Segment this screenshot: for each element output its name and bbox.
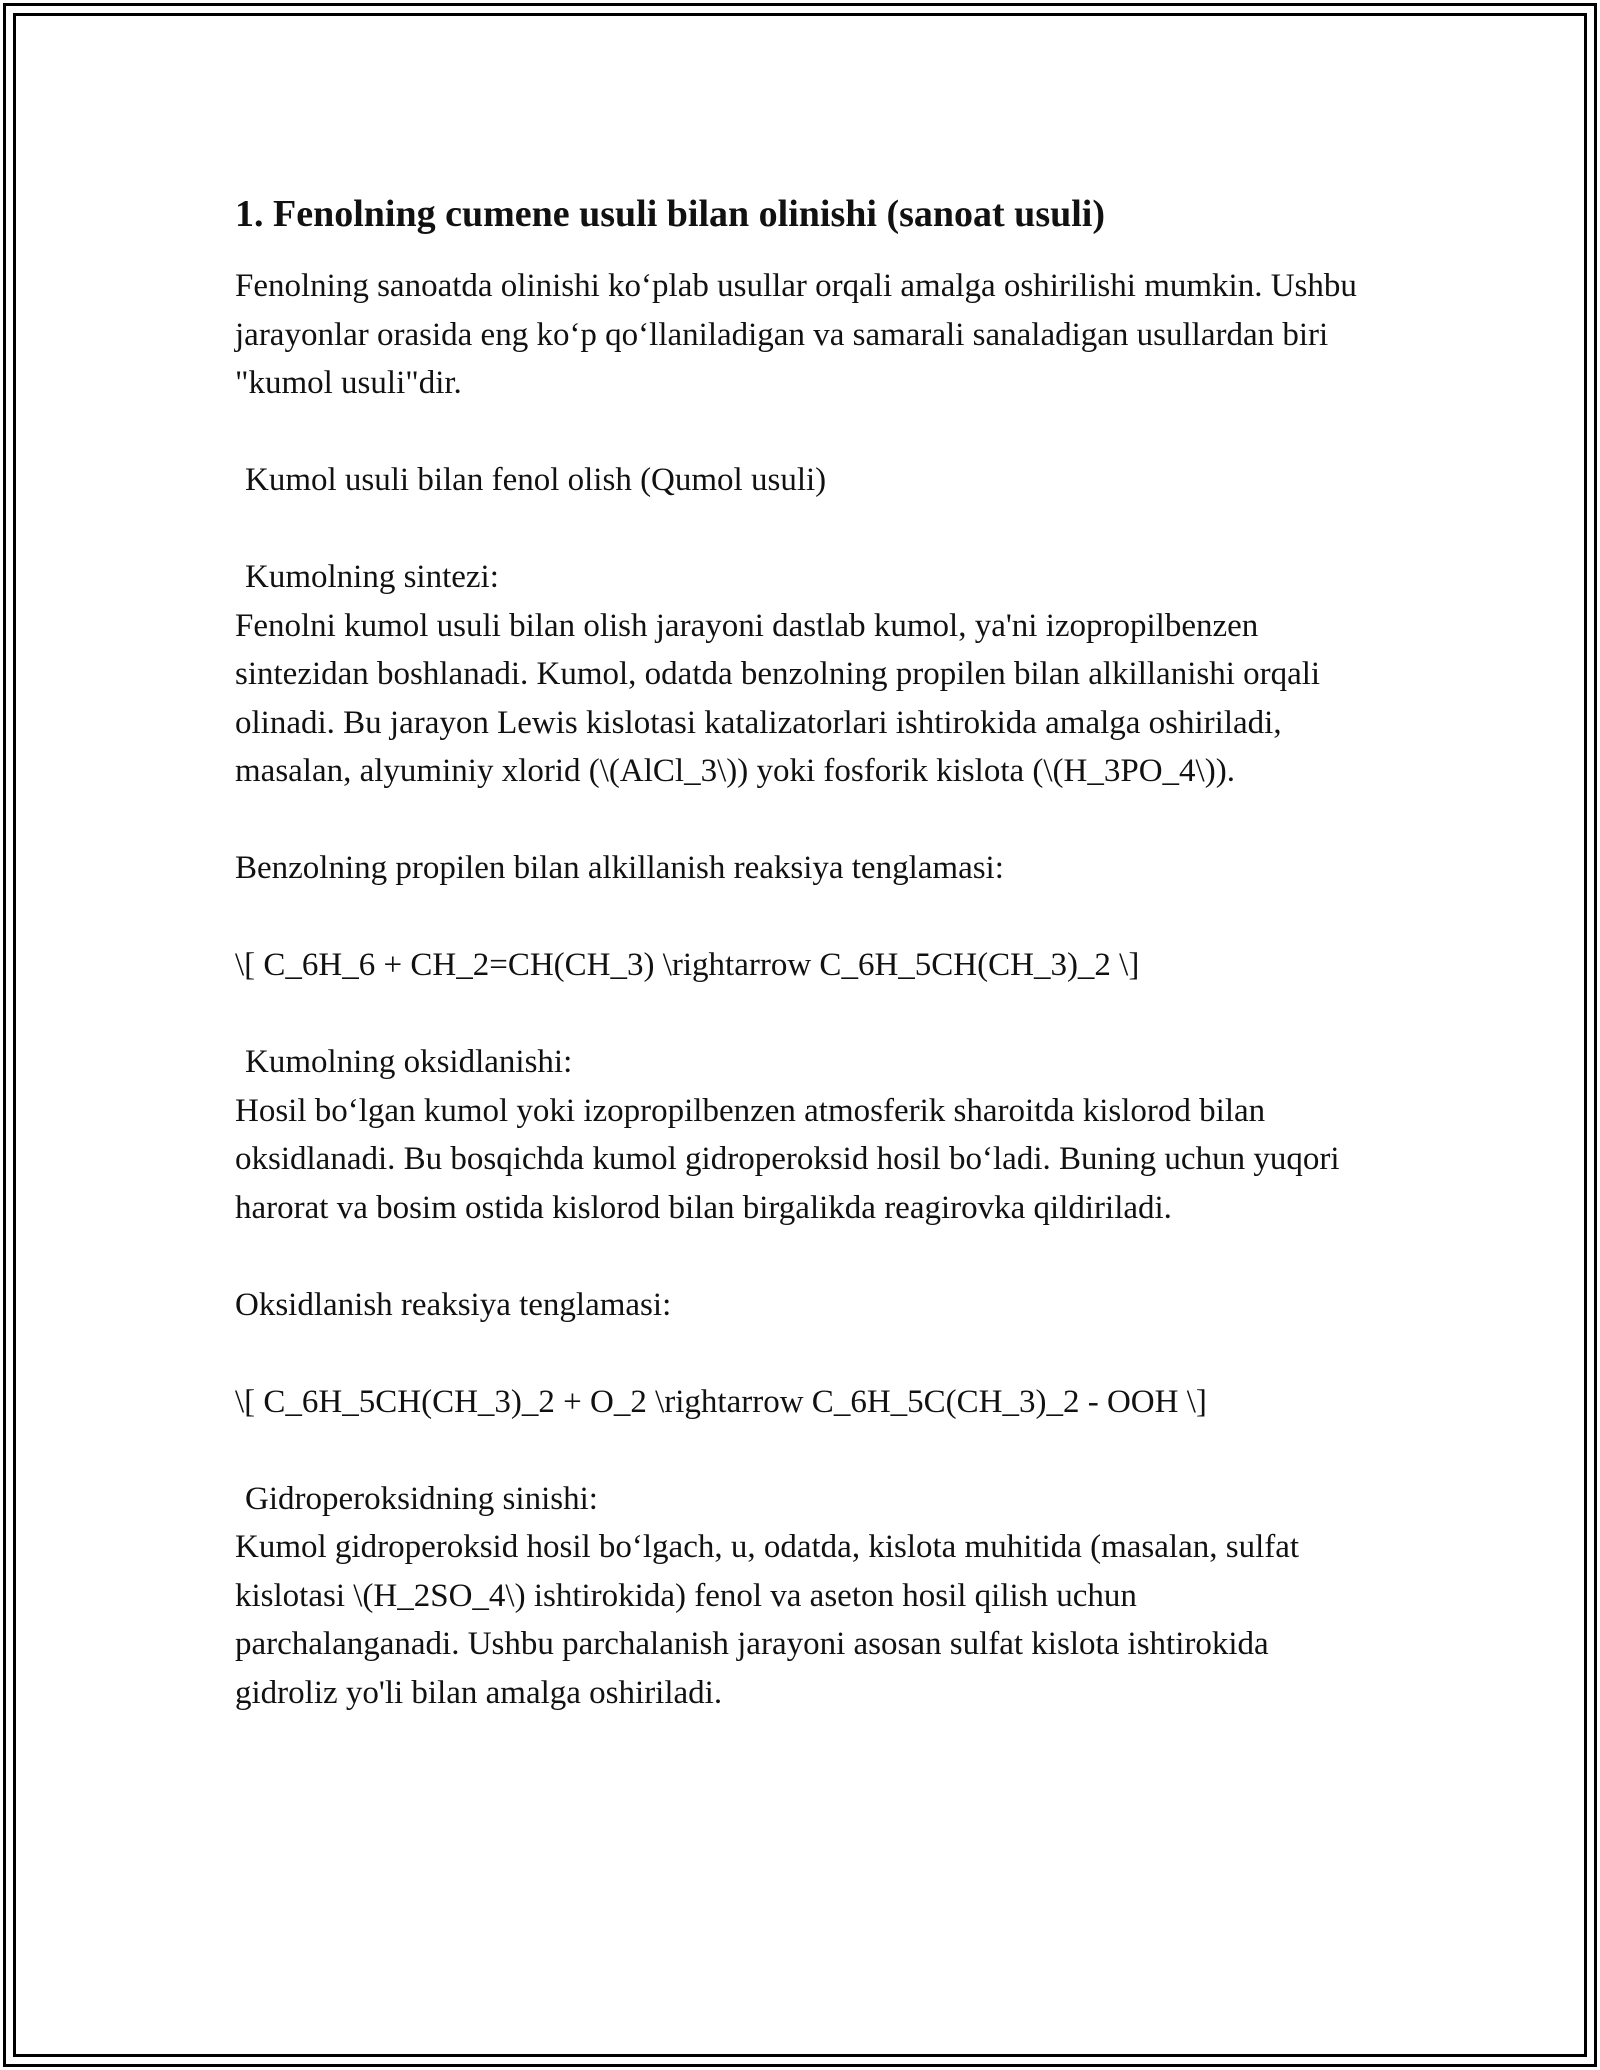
intro-paragraph: Fenolning sanoatda olinishi ko‘plab usullar orqali amalga oshirilishi mumkin. Ushbu jarayonlar orasida eng ko‘p qo‘llaniladigan va samarali sanaladigan usullardan biri "kumol usuli"dir. xyxy=(235,268,1357,401)
oxidation-equation: \[ C_6H_5CH(CH_3)_2 + O_2 \rightarrow C_6H_5C(CH_3)_2 - OOH \] xyxy=(235,1383,1207,1420)
spacer xyxy=(235,1329,1365,1378)
spacer xyxy=(235,893,1365,942)
alkylation-label: Benzolning propilen bilan alkillanish reaksiya tenglamasi: xyxy=(235,850,1004,886)
oxidation-heading: Kumolning oksidlanishi: xyxy=(245,1044,573,1080)
spacer xyxy=(235,1426,1365,1475)
synthesis-heading: Kumolning sintezi: xyxy=(245,559,499,595)
oxidation-paragraph: Hosil bo‘lgan kumol yoki izopropilbenzen atmosferik sharoitda kislorod bilan oksidlanadi. Bu bosqichda kumol gidroperoksid hosil bo‘ladi. Buning uchun yuqori harorat va bosim ostida kislorod bilan birgalikda reagirovka qildiriladi. xyxy=(235,1092,1340,1226)
document-body xyxy=(235,190,1365,1717)
spacer xyxy=(235,796,1365,845)
cleavage-paragraph: Kumol gidroperoksid hosil bo‘lgach, u, odatda, kislota muhitida (masalan, sulfat kislotasi \(H_2SO_4\) ishtirokida) fenol va aseton hosil qilish uchun parchalanganadi. Ushbu parchalanish jarayoni asosan sulfat kislota ishtirokida gidroliz yo'li bilan amalga oshiriladi. xyxy=(235,1529,1300,1711)
spacer xyxy=(235,1232,1365,1281)
spacer xyxy=(235,505,1365,554)
cleavage-heading: Gidroperoksidning sinishi: xyxy=(245,1480,598,1517)
spacer xyxy=(235,990,1365,1039)
synthesis-paragraph: Fenolni kumol usuli bilan olish jarayoni dastlab kumol, ya'ni izopropilbenzen sintezidan boshlanadi. Kumol, odatda benzolning propilen bilan alkillanishi orqali olinadi. Bu jarayon Lewis kislotasi katalizatorlari ishtirokida amalga oshiriladi, masalan, alyuminiy xlorid (\(AlCl_3\)) yoki fosforik kislota (\(H_3PO_4\)). xyxy=(235,607,1321,789)
spacer xyxy=(235,408,1365,457)
method-heading: Kumol usuli bilan fenol olish (Qumol usuli) xyxy=(245,462,827,498)
oxidation-label: Oksidlanish reaksiya tenglamasi: xyxy=(235,1286,672,1323)
document-title: 1. Fenolning cumene usuli bilan olinishi (sanoat usuli) xyxy=(235,193,1106,235)
alkylation-equation: \[ C_6H_6 + CH_2=CH(CH_3) \rightarrow C_6H_5CH(CH_3)_2 \] xyxy=(235,947,1140,983)
